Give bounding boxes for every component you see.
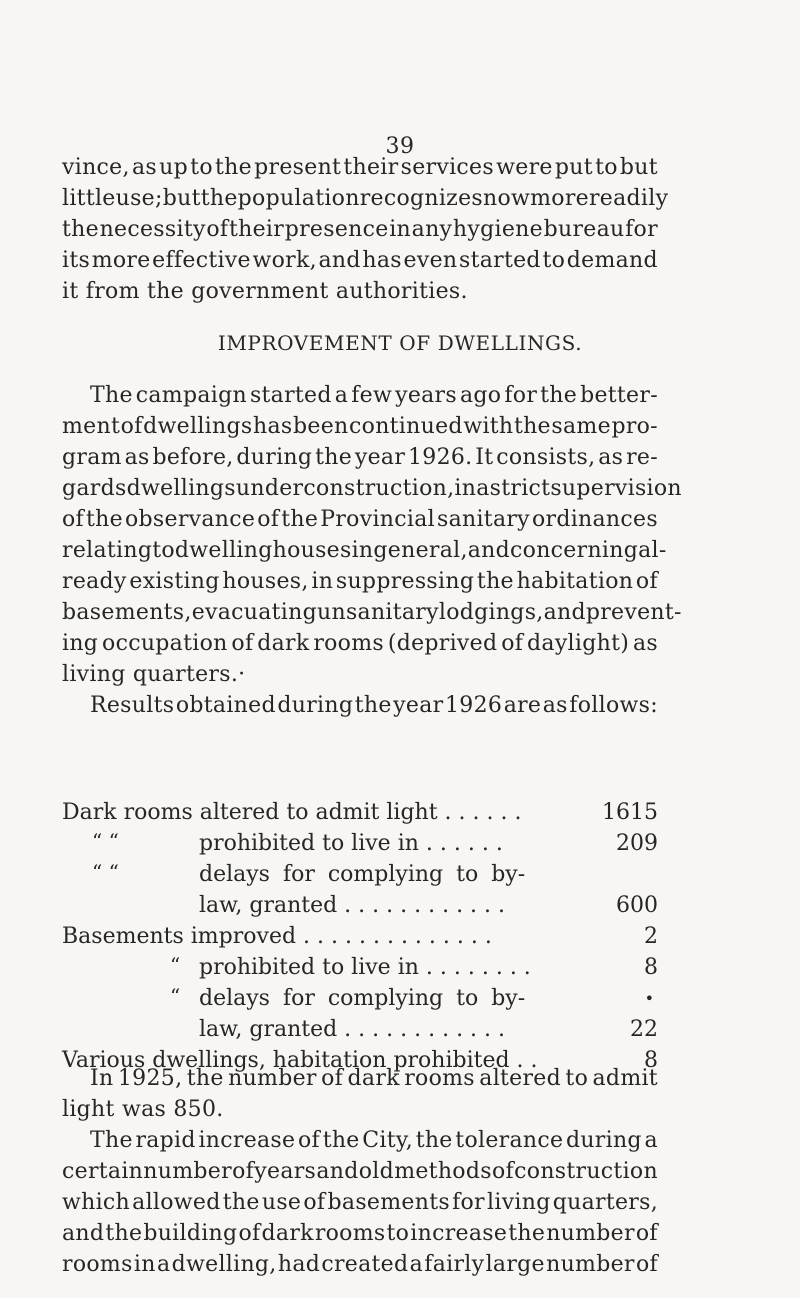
word: concerning — [510, 538, 639, 563]
word: a — [409, 1252, 424, 1277]
paragraph-campaign — [62, 380, 682, 721]
results-table — [62, 797, 658, 1076]
text-line — [62, 276, 658, 307]
word: of — [501, 631, 524, 656]
row-value: • — [644, 989, 654, 1008]
word: observance — [125, 507, 256, 532]
word: of — [491, 1159, 514, 1184]
word: campaign — [135, 383, 247, 408]
word: present — [254, 155, 342, 180]
word: number — [143, 1159, 232, 1184]
word: it from the government authorities. — [62, 279, 468, 304]
word: 1926. — [407, 445, 473, 470]
word: demand — [566, 248, 658, 273]
word: certain — [62, 1159, 144, 1184]
text-line — [62, 1094, 658, 1125]
table-row — [62, 921, 658, 952]
row-label: delays for complying to by- — [199, 986, 526, 1011]
word: the — [86, 507, 123, 532]
word: the — [281, 507, 319, 532]
word: has — [252, 414, 293, 439]
row-value: 600 — [616, 893, 658, 918]
text-line — [62, 442, 658, 473]
table-row — [62, 890, 658, 921]
word: of — [120, 414, 143, 439]
word: living quarters.· — [62, 662, 246, 687]
word: basements — [327, 1190, 450, 1215]
word: re- — [626, 445, 658, 470]
word: for — [625, 217, 658, 242]
word: gram — [62, 445, 122, 470]
word: presence — [284, 217, 389, 242]
text-line — [62, 628, 658, 659]
word: increase — [410, 1221, 508, 1246]
row-label: prohibited to live in . . . . . . . . — [199, 955, 531, 980]
word: in — [133, 1252, 156, 1277]
word: vince, — [62, 155, 130, 180]
word: and — [316, 1159, 359, 1184]
word: unsanitary — [317, 600, 439, 625]
word: recognizes — [359, 186, 483, 211]
word: 1925, — [117, 1066, 183, 1091]
word: as — [542, 693, 568, 718]
word: fairly — [424, 1252, 485, 1277]
word: living — [487, 1190, 551, 1215]
word: been — [293, 414, 349, 439]
word: bureau — [543, 217, 625, 242]
word: rooms — [404, 1066, 475, 1091]
word: rooms — [314, 1221, 386, 1246]
word: Results — [90, 693, 175, 718]
word: number — [546, 1221, 635, 1246]
word: under — [235, 476, 304, 501]
ditto-mark: “ — [170, 953, 181, 977]
word: during — [236, 445, 313, 470]
word: gards — [62, 476, 127, 501]
word: and — [62, 1221, 105, 1246]
table-row — [62, 828, 658, 859]
word: basements, — [62, 600, 192, 625]
word: hygiene — [452, 217, 543, 242]
word: houses — [272, 538, 352, 563]
word: occupation — [102, 631, 228, 656]
word: dark — [261, 1221, 314, 1246]
section-heading: IMPROVEMENT OF DWELLINGS. — [217, 331, 583, 355]
word: of — [321, 1066, 344, 1091]
word: strict — [489, 476, 551, 501]
word: and — [543, 600, 586, 625]
word: the — [215, 155, 252, 180]
word: to — [542, 248, 566, 273]
word: were — [496, 155, 553, 180]
word: number — [546, 1252, 635, 1277]
word: construction, — [303, 476, 455, 501]
word: years — [254, 1159, 317, 1184]
word: In — [90, 1066, 114, 1091]
word: 1926 — [444, 693, 503, 718]
word: of — [62, 507, 84, 532]
word: in — [389, 217, 412, 242]
word: and — [318, 248, 361, 273]
row-label: law, granted . . . . . . . . . . . . — [199, 1017, 506, 1042]
word: houses, — [222, 569, 309, 594]
word: in — [454, 476, 477, 501]
word: the — [105, 1221, 143, 1246]
word: lodgings, — [438, 600, 544, 625]
word: years — [395, 383, 457, 408]
word: ordinances — [531, 507, 658, 532]
word: habitation — [516, 569, 634, 594]
word: their — [228, 217, 285, 242]
word: daylight) — [527, 631, 630, 656]
row-value: 209 — [616, 831, 658, 856]
word: to — [565, 1066, 589, 1091]
word: but — [619, 155, 658, 180]
word: The — [90, 383, 133, 408]
word: the — [62, 217, 99, 242]
word: the — [415, 1128, 453, 1153]
table-row — [62, 983, 658, 1014]
word: the — [315, 445, 353, 470]
word: for — [504, 383, 538, 408]
word: dwellings — [143, 414, 253, 439]
word: the — [540, 383, 578, 408]
word: little — [62, 186, 116, 211]
word: dwellings — [126, 476, 236, 501]
word: suppressing — [335, 569, 475, 594]
text-line — [62, 1063, 658, 1094]
word: a — [476, 476, 490, 501]
word: and — [467, 538, 511, 563]
word: of — [206, 217, 229, 242]
word: construction — [514, 1159, 658, 1184]
word: consists, — [496, 445, 596, 470]
word: before, — [152, 445, 234, 470]
word: during — [565, 1128, 642, 1153]
word: large — [485, 1252, 545, 1277]
word: building — [143, 1221, 238, 1246]
word: a — [644, 1128, 658, 1153]
paragraph-1925 — [62, 1063, 658, 1125]
word: City, — [362, 1128, 414, 1153]
word: their — [343, 155, 399, 180]
text-line — [62, 214, 658, 245]
word: of — [303, 1190, 326, 1215]
word: of — [635, 569, 658, 594]
word: more — [91, 248, 151, 273]
text-line — [62, 380, 658, 411]
word: altered — [479, 1066, 562, 1091]
text-line — [62, 566, 658, 597]
word: sanitary — [437, 507, 530, 532]
word: allowed — [132, 1190, 221, 1215]
word: al- — [638, 538, 667, 563]
text-line — [62, 473, 682, 504]
word: the — [222, 1190, 260, 1215]
word: necessity — [99, 217, 206, 242]
word: supervision — [550, 476, 682, 501]
word: ready — [62, 569, 127, 594]
word: of — [298, 1128, 321, 1153]
row-label: prohibited to live in . . . . . . — [199, 831, 503, 856]
word: work, — [252, 248, 317, 273]
word: of — [635, 1221, 658, 1246]
word: the — [200, 186, 238, 211]
text-line — [62, 1249, 658, 1280]
row-value: 2 — [644, 924, 658, 949]
word: for — [452, 1190, 485, 1215]
word: services — [400, 155, 494, 180]
paragraph-continuation — [62, 152, 669, 307]
word: has — [362, 248, 402, 273]
word: few — [351, 383, 393, 408]
word: now — [482, 186, 531, 211]
word: as — [598, 445, 624, 470]
word: with — [463, 414, 514, 439]
word: to — [386, 1221, 410, 1246]
row-label: Dark rooms altered to admit light . . . . . . — [62, 800, 522, 825]
word: of — [231, 631, 254, 656]
word: It — [475, 445, 494, 470]
word: the — [322, 1128, 360, 1153]
text-line — [62, 690, 658, 721]
word: follows: — [569, 693, 658, 718]
word: admit — [592, 1066, 658, 1091]
word: created — [321, 1252, 409, 1277]
text-line — [62, 535, 667, 566]
text-line — [62, 1218, 658, 1249]
word: dwelling — [174, 538, 273, 563]
text-line — [62, 183, 669, 214]
word: use; — [115, 186, 163, 211]
word: a — [334, 383, 349, 408]
word: as — [131, 155, 157, 180]
word: use — [261, 1190, 302, 1215]
word: The — [90, 1128, 133, 1153]
word: up — [159, 155, 188, 180]
word: Provincial — [320, 507, 435, 532]
word: the — [186, 1066, 224, 1091]
word: the — [354, 693, 392, 718]
word: even — [403, 248, 458, 273]
word: light was 850. — [62, 1097, 224, 1122]
word: increase — [198, 1128, 296, 1153]
text-line — [62, 1187, 658, 1218]
word: population — [237, 186, 360, 211]
word: number — [228, 1066, 317, 1091]
text-line — [62, 1125, 658, 1156]
row-value: 8 — [644, 1048, 658, 1073]
word: are — [503, 693, 542, 718]
word: which — [62, 1190, 131, 1215]
word: of — [635, 1252, 658, 1277]
row-value: 22 — [630, 1017, 658, 1042]
text-line — [62, 152, 658, 183]
word: continued — [349, 414, 463, 439]
word: as — [124, 445, 150, 470]
word: ing — [62, 631, 99, 656]
word: quarters, — [552, 1190, 658, 1215]
word: effective — [152, 248, 251, 273]
word: during — [277, 693, 354, 718]
word: rapid — [135, 1128, 196, 1153]
text-line — [62, 411, 658, 442]
text-line — [62, 1156, 658, 1187]
word: but — [162, 186, 201, 211]
row-value: 8 — [644, 955, 658, 980]
word: had — [277, 1252, 321, 1277]
word: started — [249, 383, 332, 408]
word: rooms — [313, 631, 384, 656]
word: prevent- — [585, 600, 682, 625]
word: put — [554, 155, 593, 180]
word: a — [156, 1252, 171, 1277]
text-line — [62, 504, 658, 535]
word: existing — [129, 569, 220, 594]
word: to — [152, 538, 175, 563]
text-line — [62, 245, 658, 276]
ditto-mark: “ — [170, 984, 181, 1008]
word: in — [311, 569, 334, 594]
word: dark — [347, 1066, 400, 1091]
word: of — [232, 1159, 255, 1184]
table-row — [62, 1014, 658, 1045]
word: more — [530, 186, 589, 211]
word: dwelling, — [171, 1252, 277, 1277]
word: obtained — [175, 693, 276, 718]
word: methods — [394, 1159, 492, 1184]
row-label: Various dwellings, habitation prohibited . . — [62, 1048, 538, 1073]
word: the — [513, 414, 551, 439]
word: in — [351, 538, 374, 563]
row-label: law, granted . . . . . . . . . . . . — [199, 893, 506, 918]
word: the — [476, 569, 514, 594]
ditto-mark: “ “ — [92, 860, 119, 884]
ditto-mark: “ “ — [92, 829, 119, 853]
word: pro- — [611, 414, 658, 439]
word: any — [411, 217, 453, 242]
word: as — [632, 631, 658, 656]
row-label: delays for complying to by- — [199, 862, 526, 887]
row-value: 1615 — [602, 800, 658, 825]
table-row — [62, 952, 658, 983]
table-row — [62, 859, 658, 890]
word: same — [551, 414, 611, 439]
word: old — [358, 1159, 395, 1184]
word: to — [190, 155, 213, 180]
word: its — [62, 248, 91, 273]
row-label: Basements improved . . . . . . . . . . . . . . — [62, 924, 492, 949]
text-line — [62, 659, 658, 690]
word: of — [238, 1221, 261, 1246]
text-line — [62, 597, 682, 628]
word: readily — [588, 186, 669, 211]
word: general, — [373, 538, 468, 563]
word: ment — [62, 414, 121, 439]
word: dark — [257, 631, 310, 656]
word: (deprived — [387, 631, 498, 656]
word: tolerance — [455, 1128, 564, 1153]
word: rooms — [62, 1252, 133, 1277]
word: the — [508, 1221, 546, 1246]
word: of — [257, 507, 280, 532]
page-number: 39 — [385, 134, 415, 159]
word: year — [354, 445, 406, 470]
table-row — [62, 797, 658, 828]
paragraph-rapid-increase — [62, 1125, 658, 1280]
word: better- — [580, 383, 658, 408]
word: to — [595, 155, 618, 180]
word: evacuating — [191, 600, 317, 625]
word: year — [393, 693, 444, 718]
word: ago — [459, 383, 502, 408]
word: started — [459, 248, 541, 273]
word: relating — [62, 538, 153, 563]
